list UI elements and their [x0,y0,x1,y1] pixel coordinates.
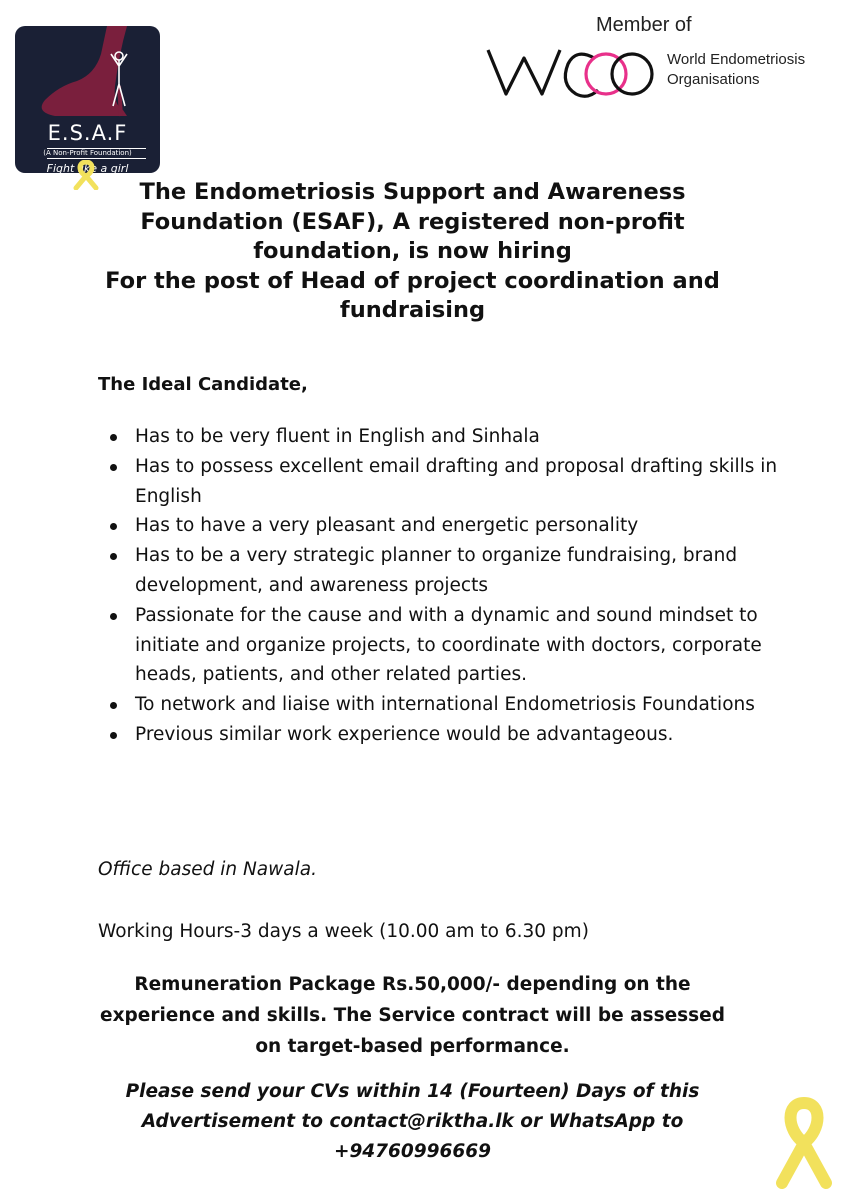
cta-line: Advertisement to contact@riktha.lk or WhatsApp to [141,1111,684,1132]
list-item: Has to be very fluent in English and Sinhala [98,422,788,452]
headline-line: foundation, is now hiring [253,238,572,264]
remuneration-line: Remuneration Package Rs.50,000/- depending on the [134,974,691,995]
headline-line: Foundation (ESAF), A registered non-profit [140,208,685,235]
list-item: Passionate for the cause and with a dynamic and sound mindset to initiate and organize projects, to coordinate with doctors, corporate heads, patients, and other related parties. [98,601,788,690]
call-to-action [95,1077,730,1167]
page-title [80,178,745,326]
remuneration-line: on target-based performance. [255,1036,570,1057]
high-heel-icon [15,26,160,126]
headline-line: The Endometriosis Support and Awareness [139,179,686,205]
remuneration-text [90,969,735,1062]
esaf-logo-title: E.S.A.F [47,121,128,145]
working-hours: Working Hours-3 days a week (10.00 am to 6.30 pm) [98,921,589,942]
office-location: Office based in Nawala. [98,859,317,880]
remuneration-line: experience and skills. The Service contract will be assessed [100,1005,725,1026]
esaf-logo [15,26,160,173]
list-item: Has to have a very pleasant and energetic personality [98,511,788,541]
list-item: Previous similar work experience would be advantageous. [98,720,788,750]
list-item: Has to be a very strategic planner to organize fundraising, brand development, and awareness projects [98,541,788,601]
esaf-logo-subtitle: (A Non-Profit Foundation) [43,149,132,157]
headline-line: fundraising [339,297,486,323]
divider [47,158,146,159]
list-item: To network and liaise with international Endometriosis Foundations [98,690,788,720]
weo-name-line: World Endometriosis [667,51,806,68]
headline-line: For the post of Head of project coordination and [105,267,720,294]
weo-organisation-name [667,50,805,90]
weo-logo-mark [484,44,659,102]
weo-member-text: Member of [596,14,692,36]
requirements-list [98,422,788,750]
yellow-ribbon-icon [772,1095,836,1190]
ideal-candidate-heading: The Ideal Candidate, [98,374,308,395]
cta-line: Please send your CVs within 14 (Fourteen) Days of this [125,1081,700,1102]
weo-name-line: Organisations [667,71,760,88]
esaf-logo-slogan: Fight like a girl [46,162,129,173]
cta-phone: +94760996669 [333,1141,492,1162]
list-item: Has to possess excellent email drafting and proposal drafting skills in English [98,452,788,512]
